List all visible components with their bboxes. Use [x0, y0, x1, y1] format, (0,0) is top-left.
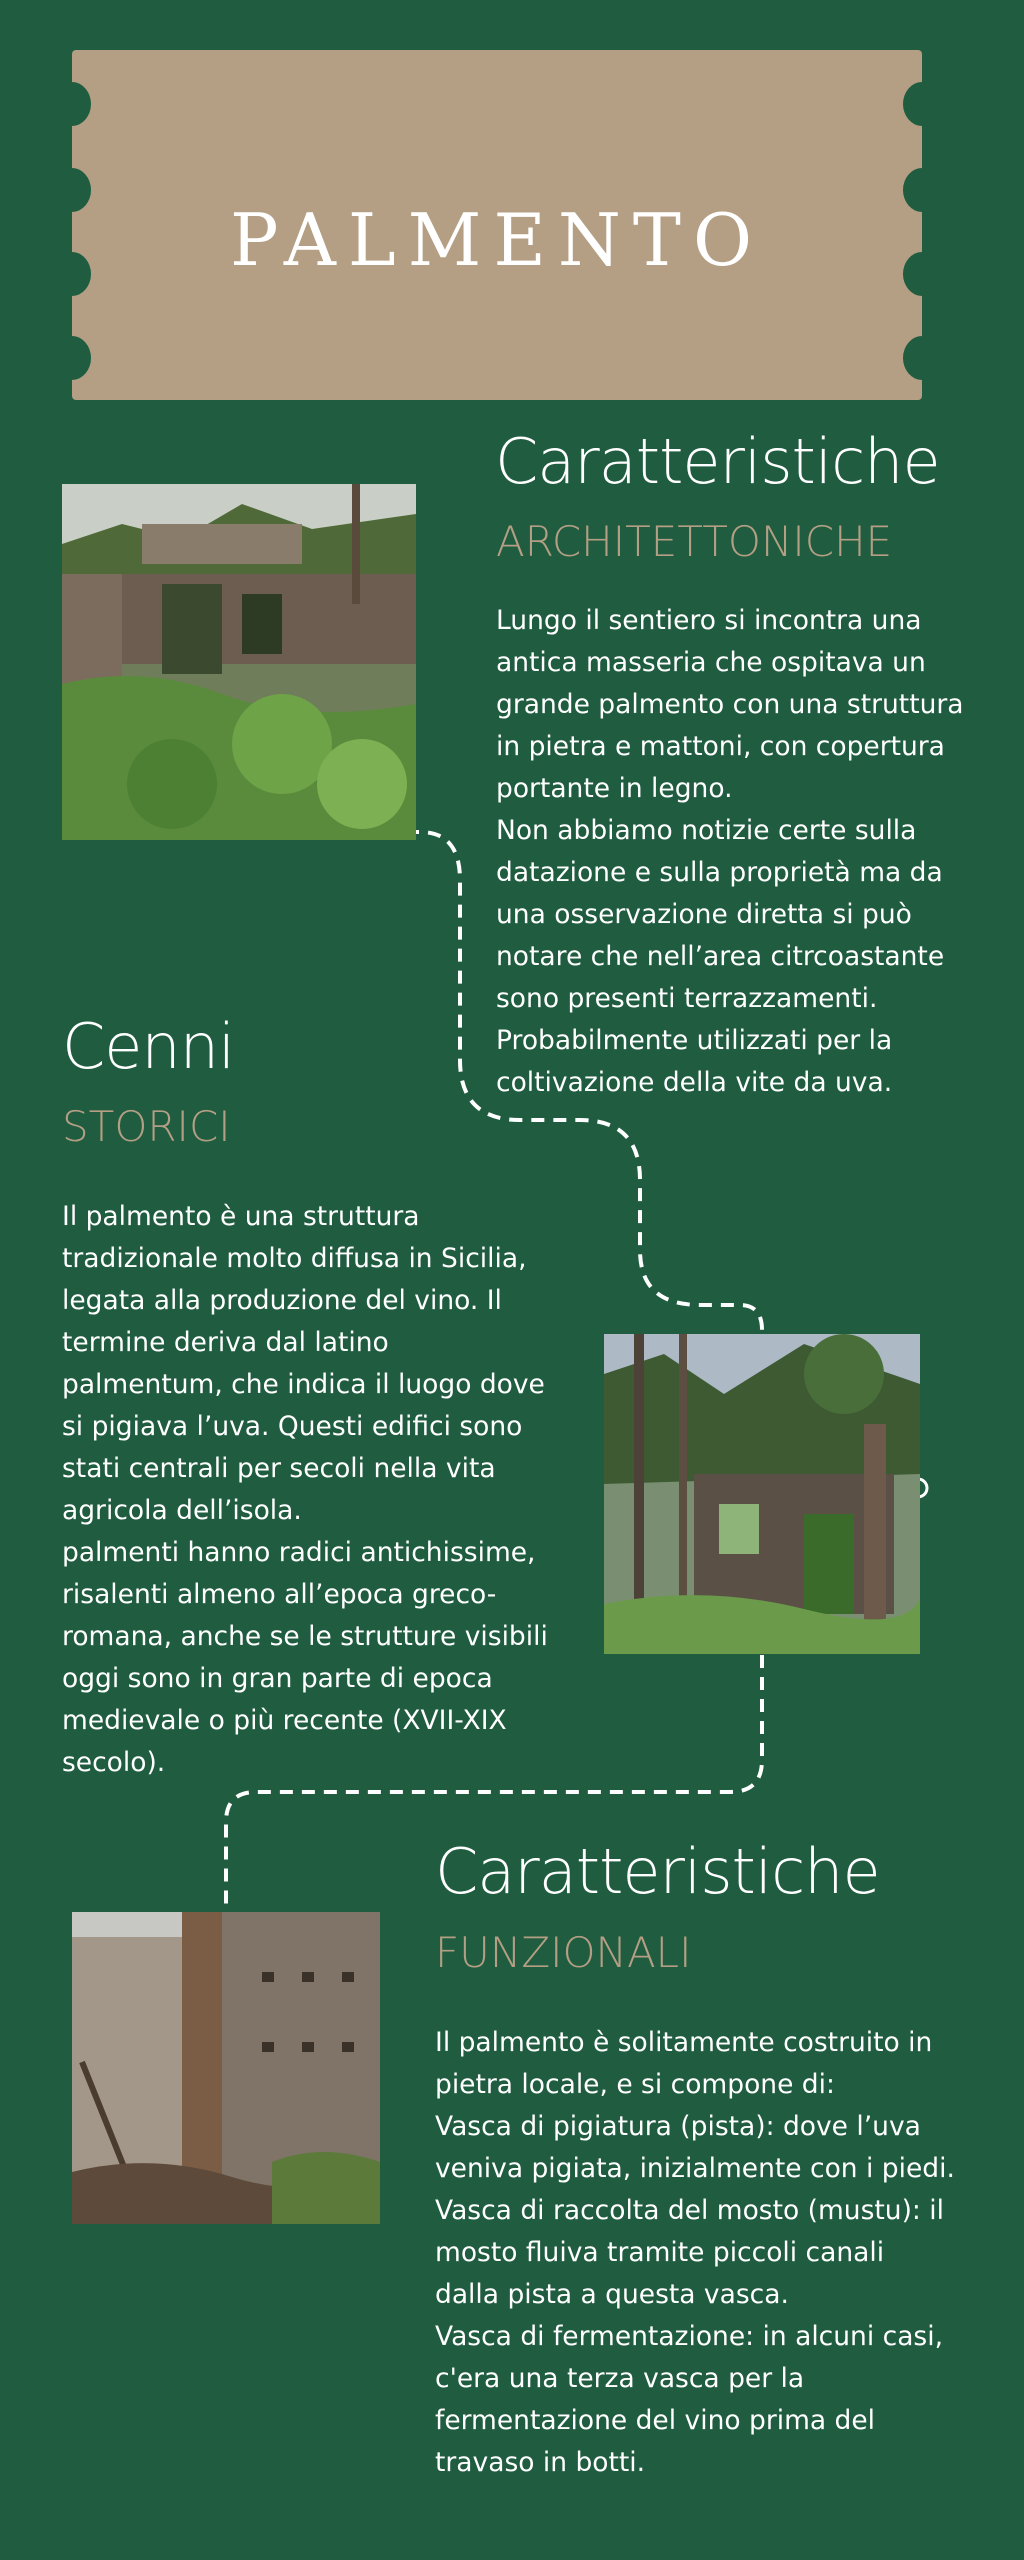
section-subheading-function: FUNZIONALI [435, 1928, 692, 1977]
ruin-photo-function [72, 1912, 380, 2224]
section-heading-function: Caratteristiche [435, 1835, 880, 1908]
ruin-photo-architecture [62, 484, 416, 840]
section-text-architecture: Lungo il sentiero si incontra una antica masseria che ospitava un grande palmento con una struttura in pietra e mattoni, con copertura portante in legno. Non abbiamo notizie certe sulla datazione e sulla proprietà ma da una osservazione diretta si può notare che nell’area citrcoastante sono presenti terrazzamenti. Probabilmente utilizzati per la coltivazione della vite da uva. [496, 605, 964, 1098]
section-subheading-architecture: ARCHITETTONICHE [496, 517, 893, 566]
section-heading-history: Cenni [62, 1010, 235, 1083]
ruin-photo-history [604, 1334, 920, 1654]
section-heading-architecture: Caratteristiche [495, 425, 940, 498]
banner-notch [53, 336, 91, 380]
title-banner [72, 50, 922, 400]
section-text-function: Il palmento è solitamente costruito in pietra locale, e si compone di: Vasca di pigiatura (pista): dove l’uva veniva pigiata, inizialmente con i piedi. Vasca di raccolta del mosto (mustu): il mosto fluiva tramite piccoli canali dalla pista a questa vasca. Vasca di fermentazione: in alcuni casi, c'era una terza vasca per la fermentazione del vino prima del travaso in botti. [435, 2027, 955, 2478]
page-title: PALMENTO [230, 198, 764, 282]
section-subheading-history: STORICI [62, 1102, 231, 1151]
section-text-history: Il palmento è una struttura tradizionale molto diffusa in Sicilia, legata alla produzione del vino. Il termine deriva dal latino palmentum, che indica il luogo dove si pigiava l’uva. Questi edifici sono stati centrali per secoli nella vita agricola dell’isola. palmenti hanno radici antichissime, risalenti almeno all’epoca greco- romana, anche se le strutture visibili oggi sono in gran parte di epoca medievale o più recente (XVII-XIX secolo). [62, 1201, 548, 1778]
banner-notch [903, 82, 941, 126]
banner-notch [903, 336, 941, 380]
banner-notch [53, 82, 91, 126]
